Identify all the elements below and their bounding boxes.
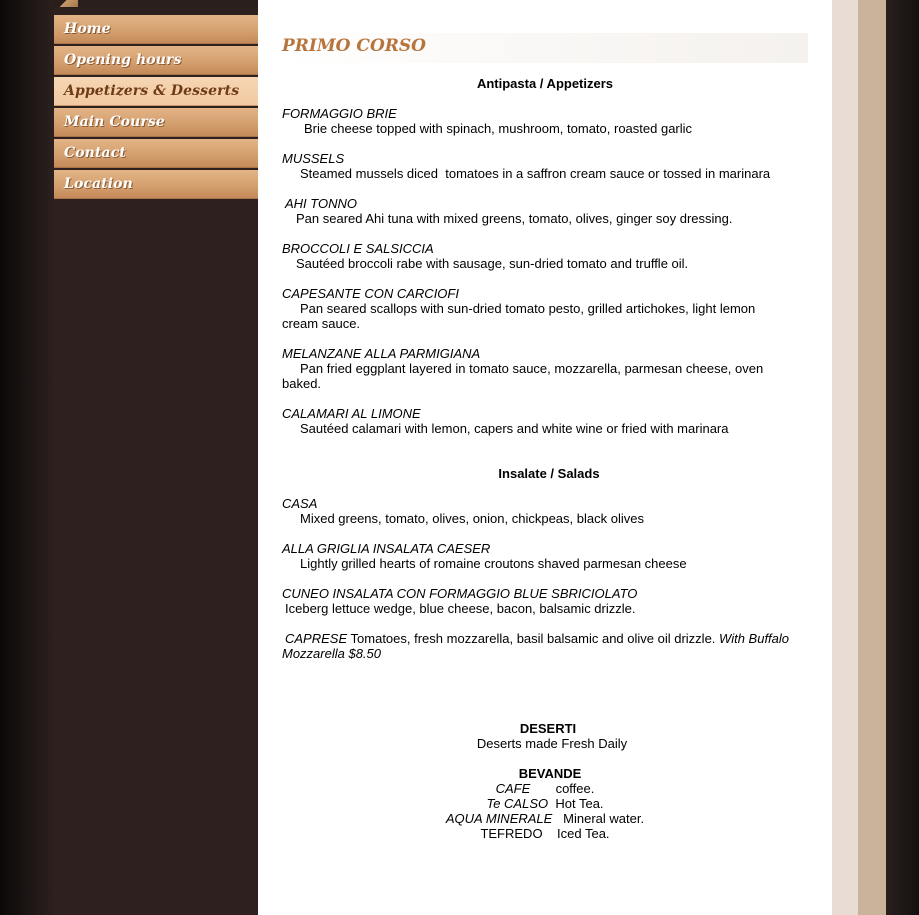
page-title: PRIMO CORSO <box>282 33 808 63</box>
menu-item <box>282 346 808 391</box>
item-desc: Tomatoes, fresh mozzarella, basil balsamic and olive oil drizzle. <box>350 631 716 646</box>
item-name: MELANZANE ALLA PARMIGIANA <box>282 346 481 361</box>
main-nav <box>54 15 258 201</box>
content-area <box>258 0 832 915</box>
menu-item <box>282 286 808 331</box>
item-desc: Pan seared scallops with sun-dried tomato pesto, grilled artichokes, light lemon cream sauce. <box>282 301 756 331</box>
menu-item <box>282 406 808 436</box>
item-name: TEFREDO <box>480 826 543 841</box>
item-note: With Buffalo Mozzarella $8.50 <box>282 631 790 661</box>
item-name: AHI TONNO <box>285 196 357 211</box>
item-name: Te CALSO <box>486 796 549 811</box>
item-desc: Pan seared Ahi tuna with mixed greens, tomato, olives, ginger soy dressing. <box>296 211 733 226</box>
item-name: CAFE <box>495 781 531 796</box>
sidebar <box>54 0 258 915</box>
item-name: CALAMARI AL LIMONE <box>282 406 421 421</box>
item-name: AQUA MINERALE <box>445 811 553 826</box>
nav-home[interactable] <box>54 15 258 44</box>
nav-location-label: Location <box>64 176 133 192</box>
menu-item <box>282 496 808 526</box>
menu-item <box>282 106 808 136</box>
menu-item <box>282 241 808 271</box>
item-name: CASA <box>282 496 318 511</box>
drink-item <box>282 811 808 826</box>
nav-appetizers-desserts[interactable] <box>54 77 258 106</box>
item-name: ALLA GRIGLIA INSALATA CAESER <box>282 541 491 556</box>
appetizers-heading: Antipasta / Appetizers <box>476 76 614 91</box>
drink-item <box>282 826 808 841</box>
nav-main-course-label: Main Course <box>64 114 165 130</box>
item-desc: Brie cheese topped with spinach, mushroom, tomato, roasted garlic <box>304 121 693 136</box>
nav-home-label: Home <box>64 21 111 37</box>
item-desc: Pan fried eggplant layered in tomato sauce, mozzarella, parmesan cheese, oven baked. <box>282 361 764 391</box>
right-border-tan <box>858 0 886 915</box>
item-desc: Lightly grilled hearts of romaine croutons shaved parmesan cheese <box>300 556 687 571</box>
item-desc: coffee. <box>555 781 595 796</box>
menu-item <box>282 196 808 226</box>
item-desc: Sautéed broccoli rabe with sausage, sun-dried tomato and truffle oil. <box>296 256 689 271</box>
drinks-heading: BEVANDE <box>518 766 582 781</box>
item-name: FORMAGGIO BRIE <box>282 106 397 121</box>
item-desc: Sautéed calamari with lemon, capers and white wine or fried with marinara <box>300 421 729 436</box>
nav-opening-hours-label: Opening hours <box>64 52 182 68</box>
drink-item <box>282 781 808 796</box>
item-desc: Mineral water. <box>563 811 645 826</box>
item-name: MUSSELS <box>282 151 345 166</box>
nav-opening-hours[interactable] <box>54 46 258 75</box>
salads-heading: Insalate / Salads <box>498 466 600 481</box>
menu-body <box>282 76 808 841</box>
menu-item <box>282 541 808 571</box>
desserts-heading: DESERTI <box>519 721 577 736</box>
sidebar-top-bar <box>54 0 258 8</box>
nav-appetizers-desserts-label: Appetizers & Desserts <box>64 83 240 99</box>
item-desc: Iced Tea. <box>557 826 610 841</box>
item-name: BROCCOLI E SALSICCIA <box>282 241 434 256</box>
nav-main-course[interactable] <box>54 108 258 137</box>
menu-item <box>282 631 808 661</box>
right-border-dark <box>886 0 919 915</box>
menu-item <box>282 151 808 181</box>
item-name: CAPRESE <box>285 631 348 646</box>
nav-location[interactable] <box>54 170 258 199</box>
item-name: CAPESANTE CON CARCIOFI <box>282 286 459 301</box>
nav-contact[interactable] <box>54 139 258 168</box>
drink-item <box>282 796 808 811</box>
left-background <box>0 0 54 915</box>
menu-item <box>282 586 808 616</box>
desserts-text: Deserts made Fresh Daily <box>476 736 628 751</box>
item-desc: Mixed greens, tomato, olives, onion, chickpeas, black olives <box>300 511 644 526</box>
corner-tab-decoration <box>54 0 78 7</box>
right-border-light <box>832 0 858 915</box>
item-desc: Hot Tea. <box>555 796 604 811</box>
item-desc: Steamed mussels diced tomatoes in a saffron cream sauce or tossed in marinara <box>300 166 771 181</box>
item-desc: Iceberg lettuce wedge, blue cheese, bacon, balsamic drizzle. <box>285 601 636 616</box>
nav-contact-label: Contact <box>64 145 126 161</box>
item-name: CUNEO INSALATA CON FORMAGGIO BLUE SBRICIOLATO <box>282 586 638 601</box>
